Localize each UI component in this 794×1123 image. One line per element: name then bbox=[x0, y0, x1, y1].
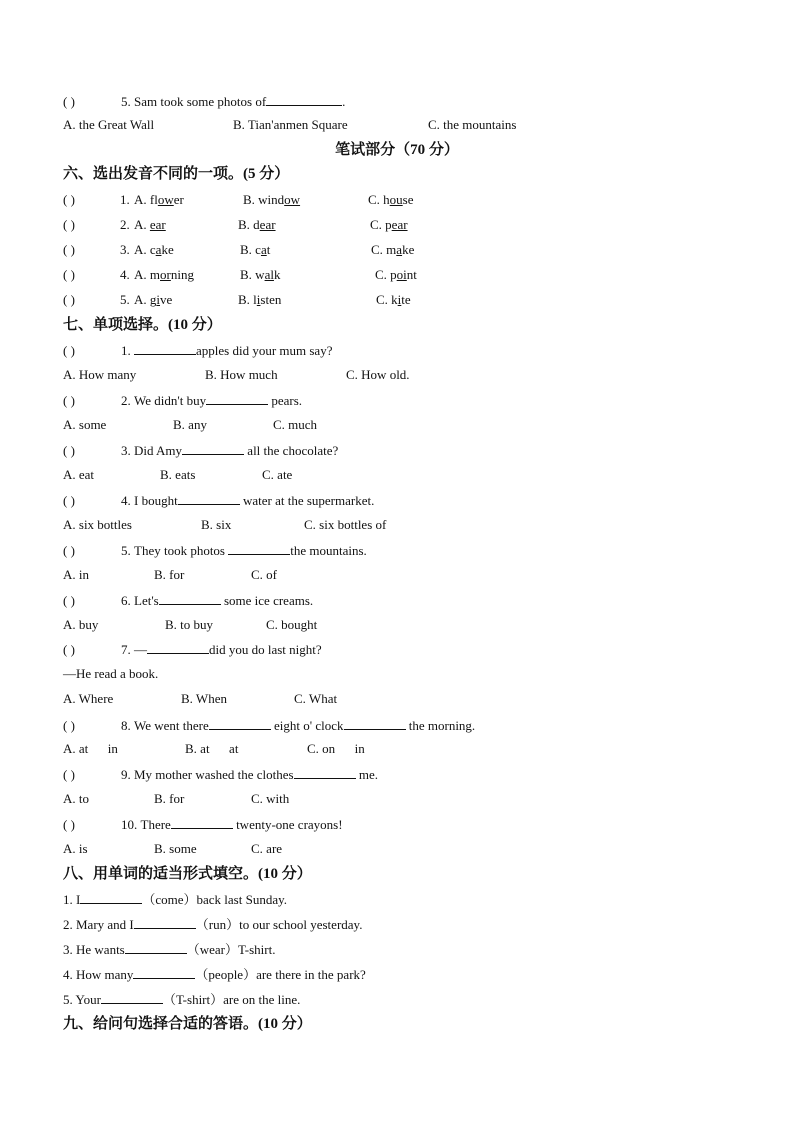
option-c bbox=[371, 242, 414, 258]
option-letter: A. bbox=[134, 192, 150, 207]
question-line bbox=[63, 816, 343, 833]
question-text: me. bbox=[355, 767, 378, 782]
answer-paren[interactable]: ( ) bbox=[63, 767, 75, 782]
answer-paren[interactable]: ( ) bbox=[63, 217, 75, 232]
question-text: 4. How many bbox=[63, 967, 134, 982]
question-number: 4. bbox=[120, 267, 130, 282]
option-c: C. six bottles of bbox=[304, 517, 387, 532]
option-b bbox=[238, 217, 276, 233]
option-c: C. are bbox=[251, 841, 283, 856]
section-7-title: 七、单项选择。(10 分） bbox=[63, 317, 222, 333]
answer-paren[interactable]: ( ) bbox=[63, 718, 75, 733]
underlined-sound: i bbox=[156, 292, 161, 307]
word-part: m bbox=[386, 242, 397, 257]
question-line bbox=[63, 492, 374, 509]
option-letter: B. bbox=[240, 242, 256, 257]
option-letter: A. bbox=[134, 242, 150, 257]
question-text: 1. I bbox=[63, 892, 81, 907]
option-b: B. Tian'anmen Square bbox=[233, 117, 348, 132]
answer-blank[interactable] bbox=[101, 991, 163, 1004]
answer-blank[interactable] bbox=[80, 891, 142, 904]
option-letter: B. bbox=[243, 192, 259, 207]
underlined-sound: ow bbox=[284, 192, 301, 207]
word-part: g bbox=[149, 292, 157, 307]
question-line bbox=[63, 766, 378, 783]
option-c: C. with bbox=[251, 791, 290, 806]
option-b: B. any bbox=[173, 417, 207, 432]
option-b: B. to buy bbox=[165, 617, 214, 632]
option-a bbox=[134, 192, 184, 208]
option-letter: B. bbox=[238, 292, 254, 307]
question-number: 6. bbox=[121, 593, 131, 608]
option-letter: B. bbox=[240, 267, 256, 282]
question-number: 4. bbox=[121, 493, 131, 508]
option-b: B. for bbox=[154, 567, 185, 582]
question-text: the morning. bbox=[405, 718, 476, 733]
question-text: （run）to our school yesterday. bbox=[195, 917, 363, 932]
underlined-sound: i bbox=[397, 292, 402, 307]
option-a: A. some bbox=[63, 417, 107, 432]
question-text: Let's bbox=[134, 593, 159, 608]
answer-paren[interactable]: ( ) bbox=[63, 593, 75, 608]
underlined-sound: ear bbox=[391, 217, 408, 232]
fill-blank-question bbox=[63, 916, 362, 933]
answer-blank[interactable] bbox=[171, 816, 233, 829]
option-c bbox=[370, 217, 408, 233]
fill-blank-question bbox=[63, 966, 366, 983]
word-part: k bbox=[391, 292, 398, 307]
answer-blank[interactable] bbox=[134, 342, 196, 355]
option-b bbox=[243, 192, 300, 208]
option-a: A. at in bbox=[63, 741, 118, 756]
option-c: C. the mountains bbox=[428, 117, 517, 132]
question-text: There bbox=[140, 817, 171, 832]
answer-blank[interactable] bbox=[178, 492, 240, 505]
answer-blank[interactable] bbox=[159, 592, 221, 605]
question-text: They took photos bbox=[134, 543, 229, 558]
underlined-sound: ou bbox=[389, 192, 403, 207]
answer-blank[interactable] bbox=[266, 93, 342, 106]
question-text: （come）back last Sunday. bbox=[142, 892, 287, 907]
answer-paren[interactable]: ( ) bbox=[63, 94, 75, 109]
option-c: C. much bbox=[273, 417, 318, 432]
answer-blank[interactable] bbox=[228, 542, 290, 555]
answer-paren[interactable]: ( ) bbox=[63, 267, 75, 282]
fill-blank-question bbox=[63, 891, 287, 908]
written-part-title: 笔试部分（70 分） bbox=[335, 142, 459, 158]
answer-blank[interactable] bbox=[134, 916, 196, 929]
answer-paren[interactable]: ( ) bbox=[63, 642, 75, 657]
answer-blank[interactable] bbox=[344, 717, 406, 730]
option-b bbox=[238, 292, 281, 308]
option-letter: C. bbox=[371, 242, 387, 257]
answer-blank[interactable] bbox=[147, 641, 209, 654]
question-text: I bought bbox=[134, 493, 178, 508]
word-part: ve bbox=[160, 292, 173, 307]
question-text: 3. He wants bbox=[63, 942, 125, 957]
question-line bbox=[63, 442, 338, 459]
question-number: 3. bbox=[121, 443, 131, 458]
word-part: k bbox=[273, 267, 281, 282]
word-part: sten bbox=[260, 292, 282, 307]
question-number: 2. bbox=[120, 217, 130, 232]
underlined-sound: al bbox=[264, 267, 274, 282]
question-text: eight o' clock bbox=[270, 718, 344, 733]
word-part: c bbox=[149, 242, 156, 257]
answer-paren[interactable]: ( ) bbox=[63, 292, 75, 307]
option-b: B. eats bbox=[160, 467, 196, 482]
word-part: ke bbox=[161, 242, 174, 257]
option-a: A. How many bbox=[63, 367, 137, 382]
question-number: 1. bbox=[121, 343, 131, 358]
answer-blank[interactable] bbox=[182, 442, 244, 455]
question-line bbox=[63, 342, 332, 359]
option-b bbox=[240, 242, 270, 258]
section-9-title: 九、给问句选择合适的答语。(10 分） bbox=[63, 1016, 312, 1032]
word-part: nt bbox=[406, 267, 417, 282]
option-c bbox=[368, 192, 414, 208]
answer-blank[interactable] bbox=[209, 717, 271, 730]
option-a: A. the Great Wall bbox=[63, 117, 155, 132]
option-letter: B. bbox=[238, 217, 254, 232]
word-part: ke bbox=[402, 242, 415, 257]
question-text: Did Amy bbox=[134, 443, 183, 458]
option-letter: C. bbox=[370, 217, 386, 232]
question-number: 1. bbox=[120, 192, 130, 207]
answer-blank[interactable] bbox=[125, 941, 187, 954]
section-6-title: 六、选出发音不同的一项。(5 分） bbox=[63, 166, 290, 182]
answer-paren[interactable]: ( ) bbox=[63, 343, 75, 358]
answer-paren[interactable]: ( ) bbox=[63, 393, 75, 408]
answer-paren[interactable]: ( ) bbox=[63, 242, 75, 257]
answer-blank[interactable] bbox=[206, 392, 268, 405]
question-text: the mountains. bbox=[290, 543, 367, 558]
option-a bbox=[134, 292, 172, 308]
option-a bbox=[134, 242, 174, 258]
question-text: 2. Mary and I bbox=[63, 917, 134, 932]
word-part: l bbox=[253, 292, 257, 307]
word-part: m bbox=[149, 267, 161, 282]
option-b: B. How much bbox=[205, 367, 278, 382]
fill-blank-question bbox=[63, 991, 300, 1008]
word-part: te bbox=[401, 292, 411, 307]
question-text: 5. Your bbox=[63, 992, 101, 1007]
option-letter: A. bbox=[134, 292, 150, 307]
underlined-sound: oi bbox=[396, 267, 407, 282]
section-8-title: 八、用单词的适当形式填空。(10 分） bbox=[63, 866, 312, 882]
question-text: some ice creams. bbox=[220, 593, 314, 608]
question-number: 2. bbox=[121, 393, 131, 408]
word-part: d bbox=[253, 217, 260, 232]
answer-paren[interactable]: ( ) bbox=[63, 443, 75, 458]
question-line bbox=[63, 592, 313, 609]
word-part: ning bbox=[170, 267, 194, 282]
question-line bbox=[63, 392, 302, 409]
option-letter: C. bbox=[376, 292, 392, 307]
option-a: A. in bbox=[63, 567, 89, 582]
option-b: B. six bbox=[201, 517, 232, 532]
word-part: p bbox=[390, 267, 397, 282]
question-text: （T-shirt）are on the line. bbox=[162, 992, 301, 1007]
question-line bbox=[63, 717, 475, 734]
answer-paren[interactable]: ( ) bbox=[63, 192, 75, 207]
option-a: A. to bbox=[63, 791, 89, 806]
question-text: （people）are there in the park? bbox=[195, 967, 366, 982]
option-c: C. How old. bbox=[346, 367, 410, 382]
underlined-sound: a bbox=[155, 242, 162, 257]
option-letter: C. bbox=[375, 267, 391, 282]
option-c: C. on in bbox=[307, 741, 365, 756]
question-text: did you do last night? bbox=[209, 642, 322, 657]
question-number: 8. bbox=[121, 718, 131, 733]
underlined-sound: a bbox=[260, 242, 267, 257]
question-text: water at the supermarket. bbox=[239, 493, 375, 508]
answer-paren[interactable]: ( ) bbox=[63, 817, 75, 832]
underlined-sound: i bbox=[256, 292, 261, 307]
answer-blank[interactable] bbox=[133, 966, 195, 979]
option-c: C. ate bbox=[262, 467, 293, 482]
word-part: se bbox=[402, 192, 414, 207]
word-part: c bbox=[255, 242, 261, 257]
option-c: C. What bbox=[294, 691, 338, 706]
option-letter: C. bbox=[368, 192, 384, 207]
underlined-sound: or bbox=[160, 267, 171, 282]
option-b: B. When bbox=[181, 691, 227, 706]
fill-blank-question bbox=[63, 941, 275, 958]
option-a: A. Where bbox=[63, 691, 114, 706]
underlined-sound: ear bbox=[149, 217, 166, 232]
option-a bbox=[134, 217, 166, 233]
word-part: w bbox=[255, 267, 265, 282]
option-a: A. six bottles bbox=[63, 517, 132, 532]
word-part: t bbox=[266, 242, 271, 257]
question-text: My mother washed the clothes bbox=[134, 767, 294, 782]
question-text: pears. bbox=[268, 393, 303, 408]
underlined-sound: ow bbox=[157, 192, 174, 207]
question-text: apples did your mum say? bbox=[196, 343, 333, 358]
answer-blank[interactable] bbox=[294, 766, 356, 779]
option-a bbox=[134, 267, 194, 283]
dialogue-answer: —He read a book. bbox=[63, 666, 159, 681]
question-text: We went there bbox=[134, 718, 209, 733]
question-text: twenty-one crayons! bbox=[232, 817, 343, 832]
question-number: 9. bbox=[121, 767, 131, 782]
option-a: A. buy bbox=[63, 617, 99, 632]
answer-paren[interactable]: ( ) bbox=[63, 543, 75, 558]
option-c bbox=[375, 267, 417, 283]
answer-paren[interactable]: ( ) bbox=[63, 493, 75, 508]
word-part: fl bbox=[149, 192, 158, 207]
option-c bbox=[376, 292, 411, 308]
option-letter: A. bbox=[134, 217, 150, 232]
option-letter: A. bbox=[134, 267, 150, 282]
question-text: — bbox=[134, 642, 147, 657]
question-line bbox=[63, 641, 322, 658]
word-part: h bbox=[383, 192, 390, 207]
listening-question-5: ( ) 5. Sam took some photos of . bbox=[63, 94, 346, 109]
option-a: A. is bbox=[63, 841, 88, 856]
word-part: wind bbox=[258, 192, 285, 207]
option-b: B. for bbox=[154, 791, 185, 806]
option-c: C. of bbox=[251, 567, 277, 582]
question-text: We didn't buy bbox=[134, 393, 207, 408]
option-b: B. some bbox=[154, 841, 197, 856]
question-number: 7. bbox=[121, 642, 131, 657]
word-part: er bbox=[173, 192, 184, 207]
underlined-sound: ear bbox=[259, 217, 276, 232]
option-b bbox=[240, 267, 280, 283]
underlined-sound: a bbox=[396, 242, 403, 257]
word-part: p bbox=[385, 217, 392, 232]
question-number: 3. bbox=[120, 242, 130, 257]
question-number: 10. bbox=[121, 817, 138, 832]
option-c: C. bought bbox=[266, 617, 318, 632]
question-text: （wear）T-shirt. bbox=[186, 942, 276, 957]
question-line bbox=[63, 542, 367, 559]
question-number: 5. bbox=[120, 292, 130, 307]
option-b: B. at at bbox=[185, 741, 239, 756]
question-text: all the chocolate? bbox=[244, 443, 339, 458]
question-number: 5. bbox=[121, 543, 131, 558]
option-a: A. eat bbox=[63, 467, 95, 482]
